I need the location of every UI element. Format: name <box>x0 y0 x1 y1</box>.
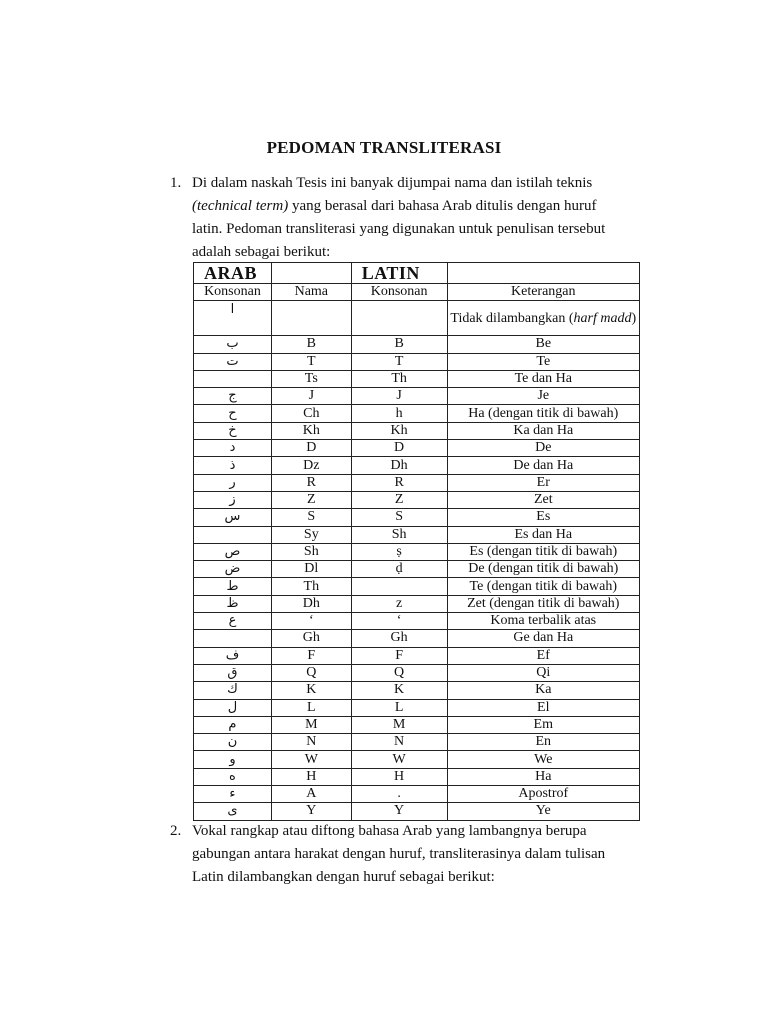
cell-keterangan: Ha <box>447 768 639 785</box>
cell-arab: ك <box>194 682 272 699</box>
cell-keterangan: We <box>447 751 639 768</box>
list-number: 2. <box>170 823 182 839</box>
header-latin: LATIN <box>351 263 447 284</box>
cell-latin: h <box>351 405 447 422</box>
cell-latin <box>351 578 447 595</box>
cell-nama: M <box>271 716 351 733</box>
cell-latin: . <box>351 786 447 803</box>
cell-latin: H <box>351 768 447 785</box>
table-row <box>194 578 640 595</box>
cell-nama: J <box>271 388 351 405</box>
cell-latin: Z <box>351 491 447 508</box>
header-empty-cell <box>447 263 639 284</box>
cell-nama: K <box>271 682 351 699</box>
cell-latin: W <box>351 751 447 768</box>
cell-arab: ء <box>194 786 272 803</box>
cell-nama: W <box>271 751 351 768</box>
cell-arab <box>194 630 272 647</box>
cell-latin: J <box>351 388 447 405</box>
cell-latin: B <box>351 336 447 353</box>
cell-arab: ل <box>194 699 272 716</box>
header-arab: ARAB <box>194 263 272 284</box>
table-row <box>194 474 640 491</box>
table-row <box>194 751 640 768</box>
cell-nama: Ts <box>271 370 351 387</box>
table-row <box>194 301 640 336</box>
cell-nama: A <box>271 786 351 803</box>
list-item-2 <box>170 820 640 889</box>
paragraph-1 <box>192 172 640 264</box>
cell-latin: N <box>351 734 447 751</box>
cell-latin: ḍ <box>351 561 447 578</box>
cell-nama: T <box>271 353 351 370</box>
table-row <box>194 699 640 716</box>
cell-arab: ى <box>194 803 272 820</box>
cell-nama: Y <box>271 803 351 820</box>
cell-nama: N <box>271 734 351 751</box>
cell-arab: د <box>194 440 272 457</box>
cell-latin: R <box>351 474 447 491</box>
cell-arab: ط <box>194 578 272 595</box>
cell-latin: T <box>351 353 447 370</box>
col-header-konsonan-latin: Konsonan <box>351 284 447 301</box>
cell-keterangan: Zet (dengan titik di bawah) <box>447 595 639 612</box>
cell-arab: ذ <box>194 457 272 474</box>
cell-latin: K <box>351 682 447 699</box>
cell-nama: F <box>271 647 351 664</box>
cell-arab: ض <box>194 561 272 578</box>
cell-arab: ا <box>194 301 272 336</box>
table-row <box>194 457 640 474</box>
cell-nama: Kh <box>271 422 351 439</box>
note-text: Tidak dilambangkan ( <box>450 310 574 326</box>
cell-nama: Dz <box>271 457 351 474</box>
cell-keterangan: Er <box>447 474 639 491</box>
header-empty-cell <box>271 263 351 284</box>
table-row <box>194 803 640 820</box>
table-row <box>194 786 640 803</box>
cell-arab: ف <box>194 647 272 664</box>
cell-latin: L <box>351 699 447 716</box>
cell-keterangan: Te (dengan titik di bawah) <box>447 578 639 595</box>
table-row <box>194 734 640 751</box>
cell-arab: م <box>194 716 272 733</box>
cell-keterangan: Ha (dengan titik di bawah) <box>447 405 639 422</box>
table-row <box>194 526 640 543</box>
cell-arab: ص <box>194 543 272 560</box>
cell-keterangan: Qi <box>447 664 639 681</box>
cell-keterangan: Ye <box>447 803 639 820</box>
cell-arab: ن <box>194 734 272 751</box>
paragraph-2 <box>192 820 640 889</box>
table-row <box>194 647 640 664</box>
cell-arab <box>194 526 272 543</box>
table-row <box>194 595 640 612</box>
cell-latin: Q <box>351 664 447 681</box>
cell-latin: S <box>351 509 447 526</box>
table-row <box>194 630 640 647</box>
cell-latin: Th <box>351 370 447 387</box>
table-row <box>194 613 640 630</box>
cell-keterangan: Es dan Ha <box>447 526 639 543</box>
table-row <box>194 543 640 560</box>
cell-arab: ع <box>194 613 272 630</box>
paragraph-line: adalah sebagai berikut: <box>192 244 331 260</box>
cell-arab: ت <box>194 353 272 370</box>
cell-arab: ق <box>194 664 272 681</box>
cell-arab: س <box>194 509 272 526</box>
italic-term: (technical term) <box>192 198 289 214</box>
cell-latin: ‘ <box>351 613 447 630</box>
cell-latin: Dh <box>351 457 447 474</box>
cell-keterangan: De <box>447 440 639 457</box>
transliteration-table <box>193 262 640 821</box>
cell-arab: ه <box>194 768 272 785</box>
table-row <box>194 716 640 733</box>
cell-keterangan: Es (dengan titik di bawah) <box>447 543 639 560</box>
cell-latin: M <box>351 716 447 733</box>
cell-nama: Q <box>271 664 351 681</box>
table-row <box>194 353 640 370</box>
cell-latin: D <box>351 440 447 457</box>
table-row <box>194 370 640 387</box>
table-row <box>194 768 640 785</box>
cell-nama: H <box>271 768 351 785</box>
cell-nama: Sy <box>271 526 351 543</box>
cell-keterangan: Je <box>447 388 639 405</box>
cell-nama: Ch <box>271 405 351 422</box>
cell-arab <box>194 370 272 387</box>
cell-keterangan: Es <box>447 509 639 526</box>
cell-arab: ب <box>194 336 272 353</box>
cell-arab: ج <box>194 388 272 405</box>
cell-keterangan: Em <box>447 716 639 733</box>
cell-nama: Dh <box>271 595 351 612</box>
table-row <box>194 664 640 681</box>
cell-latin: Gh <box>351 630 447 647</box>
cell-nama: B <box>271 336 351 353</box>
note-text: ) <box>631 310 637 326</box>
cell-keterangan: Te dan Ha <box>447 370 639 387</box>
paragraph-line: gabungan antara harakat dengan huruf, transliterasinya dalam tulisan <box>192 846 606 862</box>
table-header-row <box>194 263 640 284</box>
table-row <box>194 422 640 439</box>
cell-keterangan: Ka <box>447 682 639 699</box>
cell-keterangan: Zet <box>447 491 639 508</box>
cell-latin: Sh <box>351 526 447 543</box>
cell-arab: ر <box>194 474 272 491</box>
cell-arab: ظ <box>194 595 272 612</box>
col-header-nama: Nama <box>271 284 351 301</box>
cell-nama <box>271 301 351 336</box>
table-row <box>194 682 640 699</box>
cell-nama: D <box>271 440 351 457</box>
paragraph-line: Vokal rangkap atau diftong bahasa Arab yang lambangnya berupa <box>192 823 587 839</box>
table-row <box>194 388 640 405</box>
cell-keterangan: En <box>447 734 639 751</box>
cell-keterangan: Ka dan Ha <box>447 422 639 439</box>
cell-nama: L <box>271 699 351 716</box>
col-header-konsonan-arab: Konsonan <box>194 284 272 301</box>
cell-latin: F <box>351 647 447 664</box>
cell-keterangan: Koma terbalik atas <box>447 613 639 630</box>
note-italic: harf madd <box>573 310 632 326</box>
table-row <box>194 405 640 422</box>
table-row <box>194 509 640 526</box>
table-row <box>194 440 640 457</box>
cell-arab: ز <box>194 491 272 508</box>
cell-nama: Sh <box>271 543 351 560</box>
col-header-keterangan: Keterangan <box>447 284 639 301</box>
cell-keterangan: El <box>447 699 639 716</box>
cell-keterangan: Ef <box>447 647 639 664</box>
list-item-1 <box>170 172 640 264</box>
cell-keterangan: Te <box>447 353 639 370</box>
cell-nama: Th <box>271 578 351 595</box>
list-number: 1. <box>170 175 182 191</box>
cell-keterangan: Ge dan Ha <box>447 630 639 647</box>
cell-nama: Z <box>271 491 351 508</box>
cell-keterangan: De (dengan titik di bawah) <box>447 561 639 578</box>
cell-latin: ṣ <box>351 543 447 560</box>
paragraph-line: Di dalam naskah Tesis ini banyak dijumpai nama dan istilah teknis <box>192 175 593 191</box>
cell-keterangan <box>447 301 639 336</box>
table-row <box>194 561 640 578</box>
paragraph-line: latin. Pedoman transliterasi yang digunakan untuk penulisan tersebut <box>192 221 606 237</box>
cell-arab: خ <box>194 422 272 439</box>
paragraph-line: Latin dilambangkan dengan huruf sebagai berikut: <box>192 869 495 885</box>
cell-nama: Dl <box>271 561 351 578</box>
cell-nama: R <box>271 474 351 491</box>
cell-keterangan: Be <box>447 336 639 353</box>
table-subheader-row <box>194 284 640 301</box>
cell-latin: Kh <box>351 422 447 439</box>
cell-nama: S <box>271 509 351 526</box>
table-row <box>194 491 640 508</box>
cell-latin <box>351 301 447 336</box>
page-title: PEDOMAN TRANSLITERASI <box>266 138 502 157</box>
table-row <box>194 336 640 353</box>
paragraph-line <box>192 195 640 218</box>
cell-keterangan: De dan Ha <box>447 457 639 474</box>
cell-latin: Y <box>351 803 447 820</box>
cell-nama: Gh <box>271 630 351 647</box>
cell-arab: و <box>194 751 272 768</box>
cell-arab: ح <box>194 405 272 422</box>
cell-keterangan: Apostrof <box>447 786 639 803</box>
paragraph-text: yang berasal dari bahasa Arab ditulis dengan huruf <box>288 198 597 214</box>
cell-nama: ‘ <box>271 613 351 630</box>
cell-latin: z <box>351 595 447 612</box>
